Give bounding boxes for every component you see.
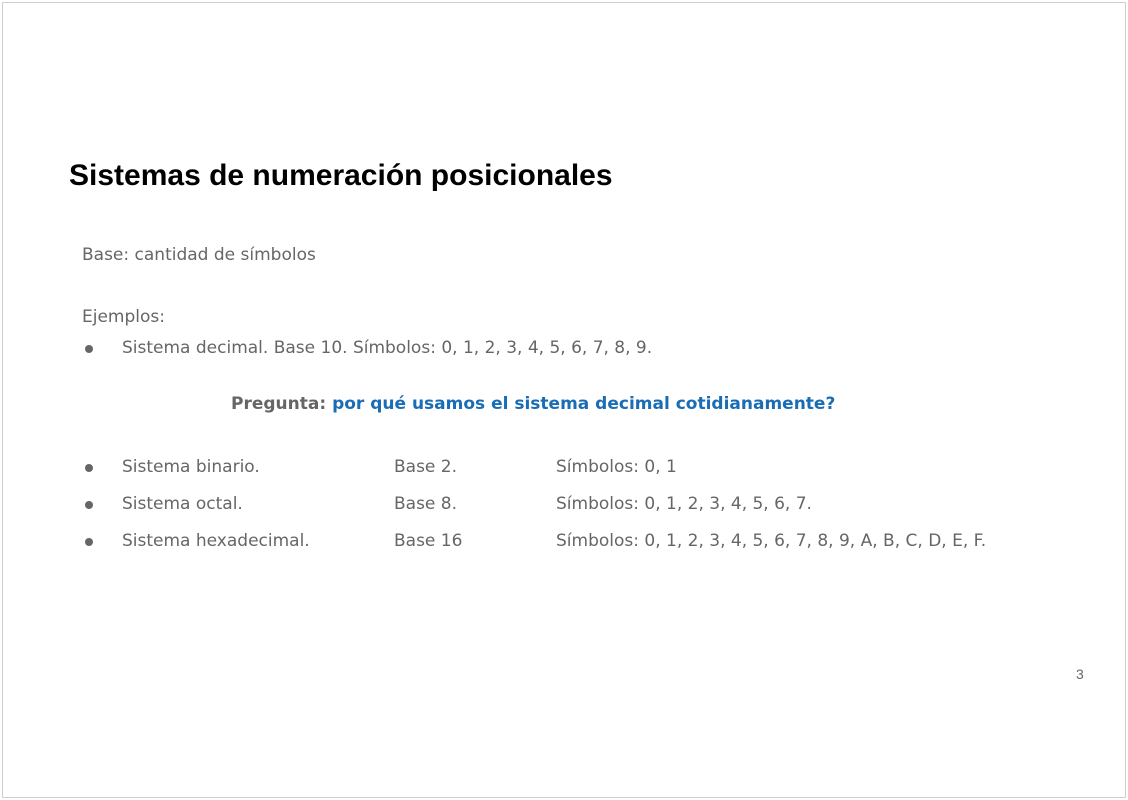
system-base: Base 16 xyxy=(394,531,463,551)
system-base: Base 8. xyxy=(394,494,458,514)
decimal-item: Sistema decimal. Base 10. Símbolos: 0, 1, 2, 3, 4, 5, 6, 7, 8, 9. xyxy=(122,338,653,358)
slide xyxy=(2,2,1126,798)
bullet-icon xyxy=(85,501,93,509)
question-label: Pregunta: xyxy=(231,394,327,414)
system-symbols: Símbolos: 0, 1 xyxy=(556,457,677,477)
bullet-icon xyxy=(85,345,93,353)
system-name: Sistema octal. xyxy=(122,494,243,514)
system-symbols: Símbolos: 0, 1, 2, 3, 4, 5, 6, 7. xyxy=(556,494,812,514)
system-name: Sistema binario. xyxy=(122,457,260,477)
bullet-icon xyxy=(85,464,93,472)
question-text: por qué usamos el sistema decimal cotidianamente? xyxy=(332,394,836,414)
question xyxy=(231,394,835,414)
base-definition: Base: cantidad de símbolos xyxy=(82,245,316,265)
system-symbols: Símbolos: 0, 1, 2, 3, 4, 5, 6, 7, 8, 9, A, B, C, D, E, F. xyxy=(556,531,987,551)
examples-label: Ejemplos: xyxy=(82,307,165,327)
system-base: Base 2. xyxy=(394,457,458,477)
system-name: Sistema hexadecimal. xyxy=(122,531,310,551)
bullet-icon xyxy=(85,538,93,546)
page-number: 3 xyxy=(1076,666,1084,682)
slide-title: Sistemas de numeración posicionales xyxy=(69,159,613,192)
